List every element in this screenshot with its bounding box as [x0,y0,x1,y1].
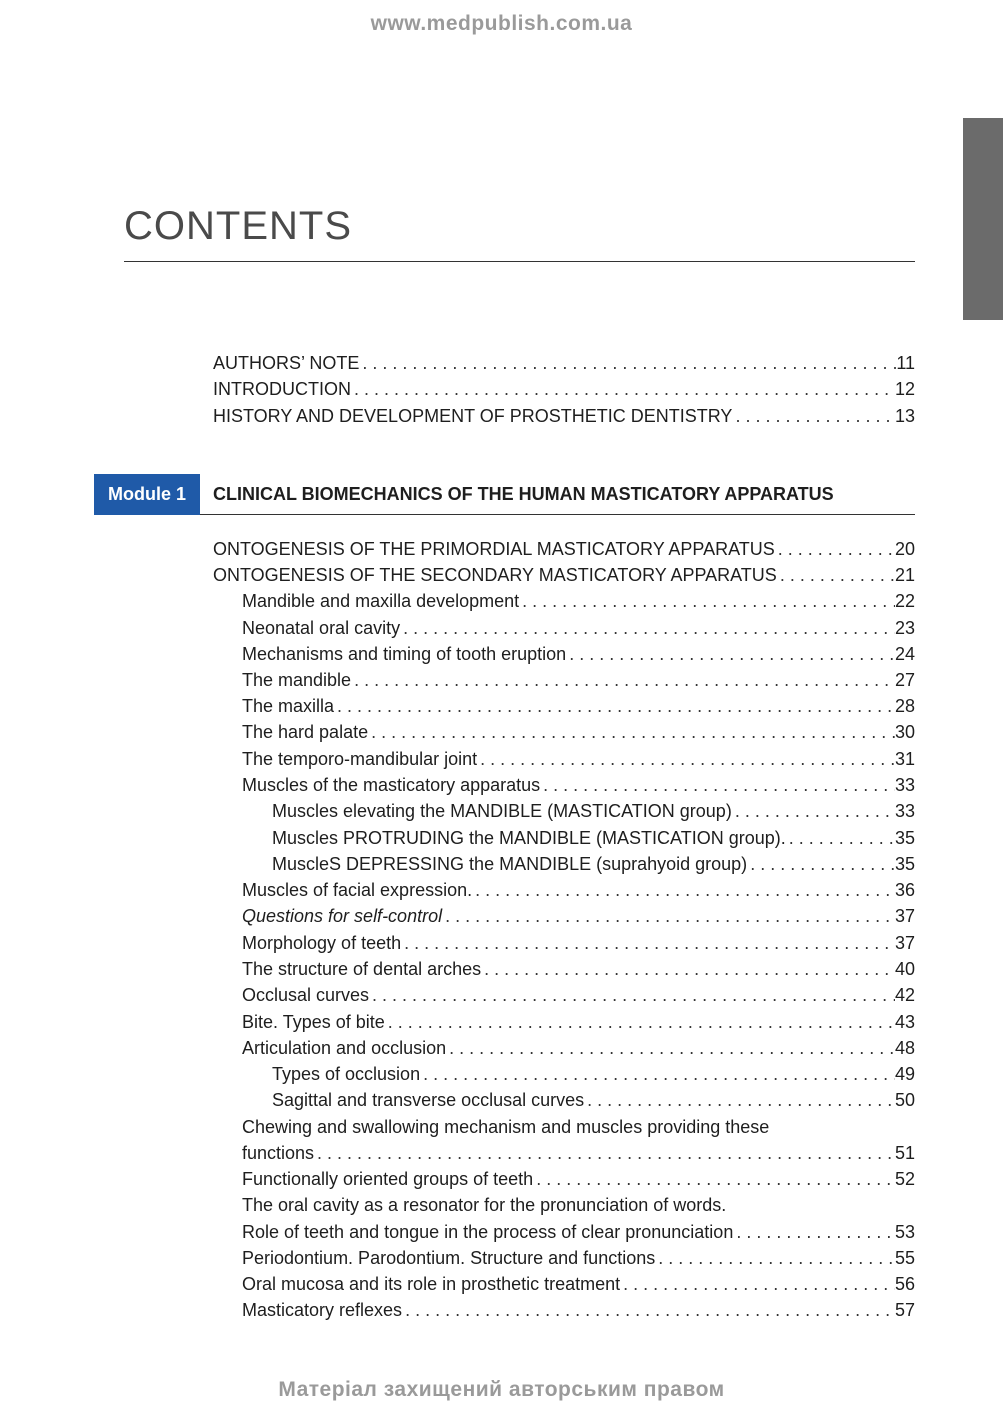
toc-entry-page: 37 [894,906,915,926]
toc-entry-history[interactable] [213,404,915,428]
toc-entry-page: 35 [894,854,915,874]
toc-entry-title: Neonatal oral cavity [242,618,401,638]
toc-leader-dots [402,1298,895,1322]
toc-entry-page: 12 [894,379,915,399]
toc-leader-dots [351,668,895,692]
toc-leader-dots [385,1010,895,1034]
toc-entry-title: AUTHORS’ NOTE [213,353,360,373]
toc-leader-dots [533,1167,895,1191]
side-tab-marker [963,118,1003,320]
toc-entry-page: 33 [894,801,915,821]
toc-entry-title: Occlusal curves [242,985,370,1005]
toc-leader-dots [519,589,895,613]
toc-leader-dots [620,1272,895,1296]
toc-entry-title: Sagittal and transverse occlusal curves [272,1090,585,1110]
toc-entry-title: MuscleS DEPRESSING the MANDIBLE (suprahyoid group) [272,854,748,874]
toc-leader-dots [566,642,895,666]
toc-leader-dots [777,563,895,587]
toc-entry[interactable] [242,931,915,955]
toc-leader-dots [481,957,895,981]
toc-entry-title: Questions for self-control [242,906,443,926]
toc-entry[interactable] [242,773,915,797]
toc-entry-page: 56 [894,1274,915,1294]
toc-entry-title: ONTOGENESIS OF THE SECONDARY MASTICATORY APPARATUS [213,565,777,585]
toc-entry[interactable] [272,799,915,823]
toc-entry-title: Mandible and maxilla development [242,591,520,611]
toc-entry-title: ONTOGENESIS OF THE PRIMORDIAL MASTICATORY APPARATUS [213,539,775,559]
toc-leader-dots [747,852,895,876]
toc-entry[interactable] [242,957,915,981]
page-title: CONTENTS [124,204,352,248]
toc-entry-title-continued: Chewing and swallowing mechanism and muscles providing these [242,1117,770,1137]
module-divider [200,514,915,515]
toc-leader-dots [775,537,895,561]
toc-leader-dots [732,799,895,823]
toc-entry-page: 43 [894,1012,915,1032]
toc-entry-page: 33 [894,775,915,795]
toc-entry-title: Muscles PROTRUDING the MANDIBLE (MASTICATION group). [272,828,786,848]
toc-entry-title: Oral mucosa and its role in prosthetic treatment [242,1274,621,1294]
toc-entry-title: Periodontium. Parodontium. Structure and functions [242,1248,656,1268]
toc-entry-title: Muscles of the masticatory apparatus [242,775,541,795]
toc-entry[interactable] [272,1088,915,1112]
toc-leader-dots [401,931,895,955]
toc-entry-page: 40 [894,959,915,979]
toc-entry[interactable] [213,537,915,561]
toc-leader-dots [786,826,895,850]
toc-entry[interactable] [242,668,915,692]
toc-entry-title: Types of occlusion [272,1064,421,1084]
toc-entry-page: 20 [894,539,915,559]
toc-entry[interactable] [213,563,915,587]
toc-entry[interactable] [242,1246,915,1270]
toc-entry[interactable] [242,747,915,771]
toc-leader-dots [334,694,895,718]
toc-entry[interactable] [242,1167,915,1191]
toc-entry[interactable] [242,878,915,902]
toc-leader-dots [359,351,896,375]
toc-leader-dots [477,747,895,771]
toc-entry-title: Mechanisms and timing of tooth eruption [242,644,567,664]
toc-entry-page: 22 [894,591,915,611]
copyright-footer: Матеріал захищений авторським правом [278,1378,725,1401]
toc-entry-page: 57 [894,1300,915,1320]
toc-entry-title: Muscles elevating the MANDIBLE (MASTICATION group) [272,801,732,821]
toc-entry-title: The structure of dental arches [242,959,482,979]
toc-entry-page: 36 [894,880,915,900]
toc-entry[interactable] [242,1220,915,1244]
toc-entry-page: 49 [894,1064,915,1084]
toc-entry-title: Muscles of facial expression. [242,880,473,900]
toc-entry-title: The maxilla [242,696,335,716]
toc-entry-title: Morphology of teeth [242,933,402,953]
toc-entry[interactable] [242,1298,915,1322]
toc-entry-page: 21 [894,565,915,585]
toc-entry[interactable] [242,694,915,718]
toc-leader-dots [314,1141,895,1165]
module-badge: Module 1 [94,474,200,515]
toc-entry-authors-note[interactable] [213,351,915,375]
toc-entry-title: Bite. Types of bite [242,1012,385,1032]
toc-entry-page: 31 [894,749,915,769]
header-url: www.medpublish.com.ua [370,12,633,35]
toc-entry-title: Masticatory reflexes [242,1300,403,1320]
toc-entry-page: 42 [894,985,915,1005]
toc-entry-page: 11 [896,353,915,373]
toc-entry[interactable] [242,720,915,744]
toc-entry-page: 24 [894,644,915,664]
toc-leader-dots [584,1088,895,1112]
toc-leader-dots [400,616,895,640]
toc-entry[interactable] [242,1141,915,1165]
toc-leader-dots [442,904,895,928]
toc-entry-title: Functionally oriented groups of teeth [242,1169,534,1189]
toc-leader-dots [732,404,895,428]
toc-entry[interactable] [272,826,915,850]
toc-entry-introduction[interactable] [213,377,915,401]
toc-entry[interactable] [272,1062,915,1086]
toc-entry-page: 35 [894,828,915,848]
title-divider [124,261,915,262]
toc-entry[interactable] [242,1272,915,1296]
toc-leader-dots [733,1220,895,1244]
toc-entry-page: 52 [894,1169,915,1189]
toc-entry[interactable] [242,1036,915,1060]
toc-leader-dots [351,377,895,401]
toc-entry[interactable] [242,983,915,1007]
toc-entry-page: 48 [894,1038,915,1058]
toc-entry-title: The mandible [242,670,352,690]
toc-entry-page: 27 [894,670,915,690]
toc-entry-title-continued: The oral cavity as a resonator for the pronunciation of words. [242,1195,727,1215]
toc-leader-dots [420,1062,895,1086]
toc-entry[interactable] [242,642,915,666]
toc-entry-page: 53 [894,1222,915,1242]
toc-entry[interactable] [242,616,915,640]
toc-entry[interactable] [242,1010,915,1034]
toc-leader-dots [472,878,895,902]
toc-leader-dots [540,773,895,797]
toc-entry[interactable] [242,904,915,928]
toc-entry[interactable] [272,852,915,876]
toc-leader-dots [446,1036,895,1060]
toc-entry-title: HISTORY AND DEVELOPMENT OF PROSTHETIC DENTISTRY [213,406,733,426]
toc-leader-dots [655,1246,895,1270]
toc-entry-page: 13 [894,406,915,426]
toc-leader-dots [369,983,895,1007]
toc-entry-title: The temporo-mandibular joint [242,749,478,769]
toc-entry-page: 28 [894,696,915,716]
toc-leader-dots [368,720,895,744]
toc-entry-page: 30 [894,722,915,742]
toc-entry-page: 23 [894,618,915,638]
toc-entry-title: The hard palate [242,722,369,742]
toc-entry-title: Articulation and occlusion [242,1038,447,1058]
toc-entry-page: 37 [894,933,915,953]
module-title: CLINICAL BIOMECHANICS OF THE HUMAN MASTICATORY APPARATUS [213,484,834,504]
toc-entry-title: functions [242,1143,315,1163]
toc-entry-page: 51 [894,1143,915,1163]
toc-entry-title: INTRODUCTION [213,379,351,399]
toc-entry[interactable] [242,589,915,613]
toc-entry-page: 50 [894,1090,915,1110]
toc-entry-page: 55 [894,1248,915,1268]
toc-entry-title: Role of teeth and tongue in the process of clear pronunciation [242,1222,734,1242]
